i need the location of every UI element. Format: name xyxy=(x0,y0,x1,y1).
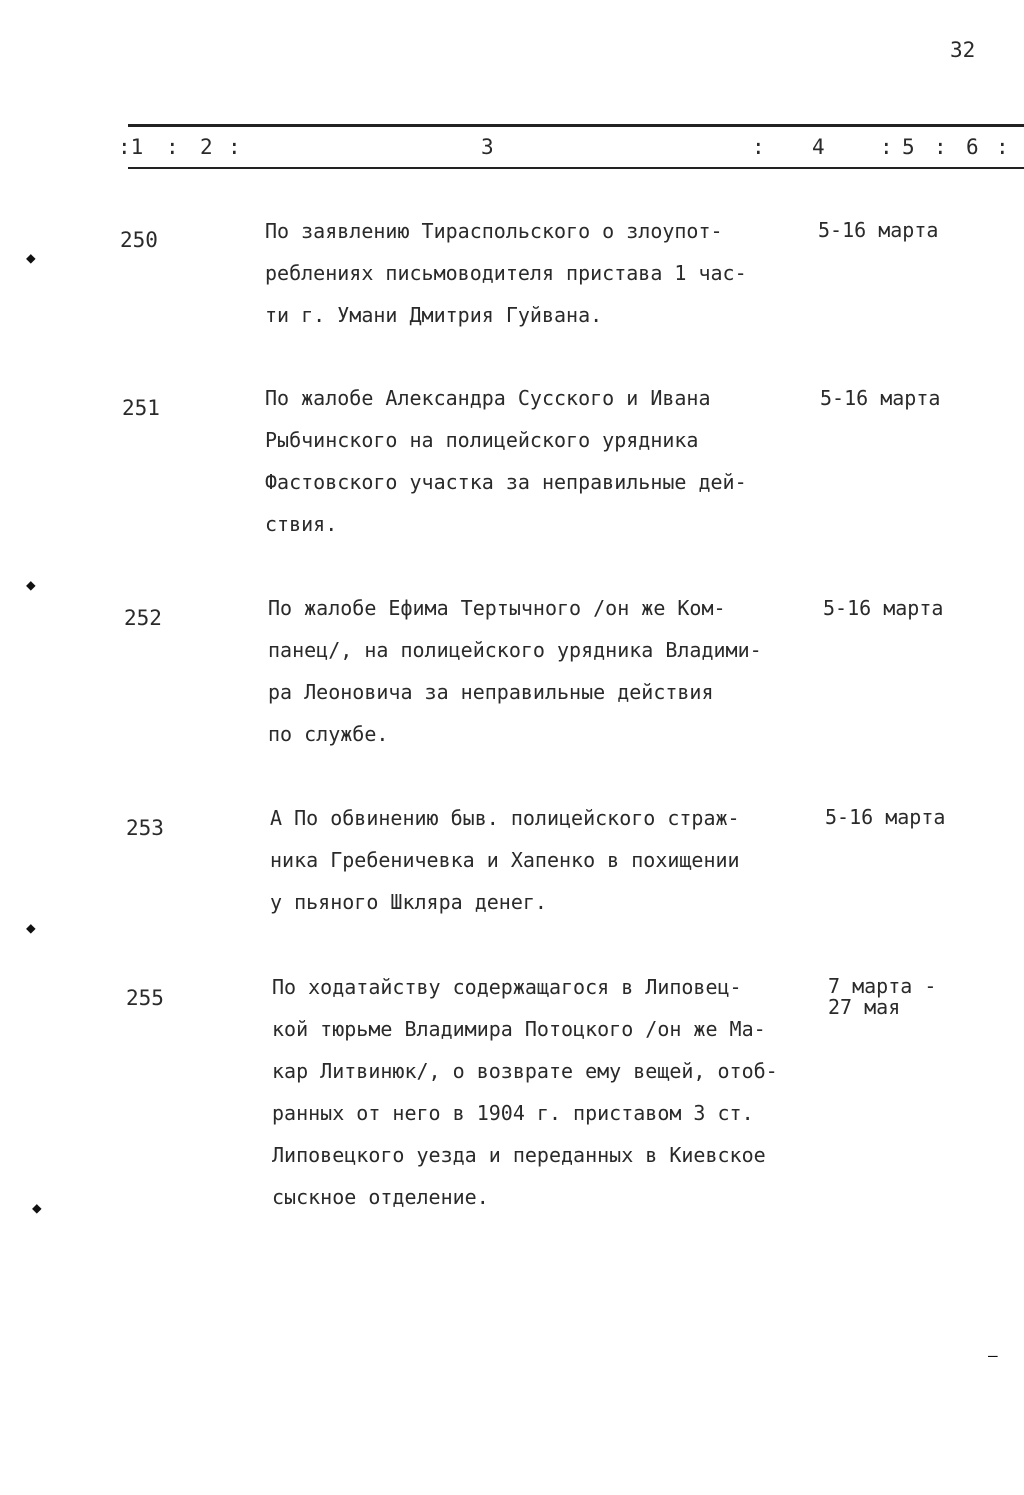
description-line: Липовецкого уезда и переданных в Киевское xyxy=(272,1143,766,1167)
entry-description xyxy=(265,210,747,336)
description-line: ника Гребеничевка и Хапенко в похищении xyxy=(270,848,740,872)
entry-description xyxy=(272,966,778,1218)
description-line: По жалобе Ефима Тертычного /он же Ком- xyxy=(268,596,726,620)
date-line: 5-16 марта xyxy=(825,805,946,829)
entry-number: 253 xyxy=(126,816,164,840)
description-line: у пьяного Шкляра денег. xyxy=(270,890,547,914)
entry-number: 252 xyxy=(124,606,162,630)
description-line: ти г. Умани Дмитрия Гуйвана. xyxy=(265,303,603,327)
punch-mark-icon: ◆ xyxy=(26,248,36,267)
entry-number: 251 xyxy=(122,396,160,420)
margin-dash-icon: — xyxy=(988,1346,998,1365)
entry-description xyxy=(265,377,747,545)
column-separator: : xyxy=(996,135,1009,159)
description-line: По жалобе Александра Сусского и Ивана xyxy=(265,386,711,410)
table-top-rule xyxy=(128,124,1024,127)
date-line: 7 марта - xyxy=(828,974,937,998)
description-line: кой тюрьме Владимира Потоцкого /он же Ма- xyxy=(272,1017,766,1041)
punch-mark-icon: ◆ xyxy=(26,918,36,937)
description-line: ствия. xyxy=(265,512,338,536)
column-separator: : xyxy=(880,135,893,159)
entry-number: 255 xyxy=(126,986,164,1010)
description-line: Рыбчинского на полицейского урядника xyxy=(265,428,699,452)
description-line: реблениях письмоводителя пристава 1 час- xyxy=(265,261,747,285)
entry-date xyxy=(823,598,943,619)
description-line: По заявлению Тираспольского о злоупот- xyxy=(265,219,723,243)
description-line: по службе. xyxy=(268,722,389,746)
column-header-2: 2 xyxy=(200,135,213,159)
column-header-5: 5 xyxy=(902,135,915,159)
description-line: ра Леоновича за неправильные действия xyxy=(268,680,714,704)
column-header-4: 4 xyxy=(812,135,825,159)
column-separator: : xyxy=(934,135,947,159)
entry-number: 250 xyxy=(120,228,158,252)
description-line: Фастовского участка за неправильные дей- xyxy=(265,470,747,494)
description-line: сыскное отделение. xyxy=(272,1185,489,1209)
date-line: 5-16 марта xyxy=(818,218,939,242)
column-header-6: 6 xyxy=(966,135,979,159)
description-line: ранных от него в 1904 г. приставом 3 ст. xyxy=(272,1101,754,1125)
entry-date xyxy=(818,220,938,241)
entry-description xyxy=(268,587,762,755)
description-line: А По обвинению быв. полицейского страж- xyxy=(270,806,740,830)
date-line: 5-16 марта xyxy=(820,386,941,410)
column-header-3: 3 xyxy=(481,135,494,159)
description-line: панец/, на полицейского урядника Владими- xyxy=(268,638,762,662)
description-line: По ходатайству содержащагося в Липовец- xyxy=(272,975,742,999)
table-header-rule xyxy=(128,167,1024,169)
column-separator: : xyxy=(752,135,765,159)
column-separator: :1 xyxy=(118,135,144,159)
page-number: 32 xyxy=(950,38,976,62)
punch-mark-icon: ◆ xyxy=(26,575,36,594)
entry-description xyxy=(270,797,740,923)
column-separator: : xyxy=(166,135,179,159)
entry-date xyxy=(828,976,936,1018)
entry-date xyxy=(825,807,945,828)
column-separator: : xyxy=(228,135,241,159)
date-line: 5-16 марта xyxy=(823,596,944,620)
description-line: кар Литвинюк/, о возврате ему вещей, отоб- xyxy=(272,1059,778,1083)
date-line: 27 мая xyxy=(828,995,901,1019)
entry-date xyxy=(820,388,940,409)
punch-mark-icon: ◆ xyxy=(32,1198,42,1217)
